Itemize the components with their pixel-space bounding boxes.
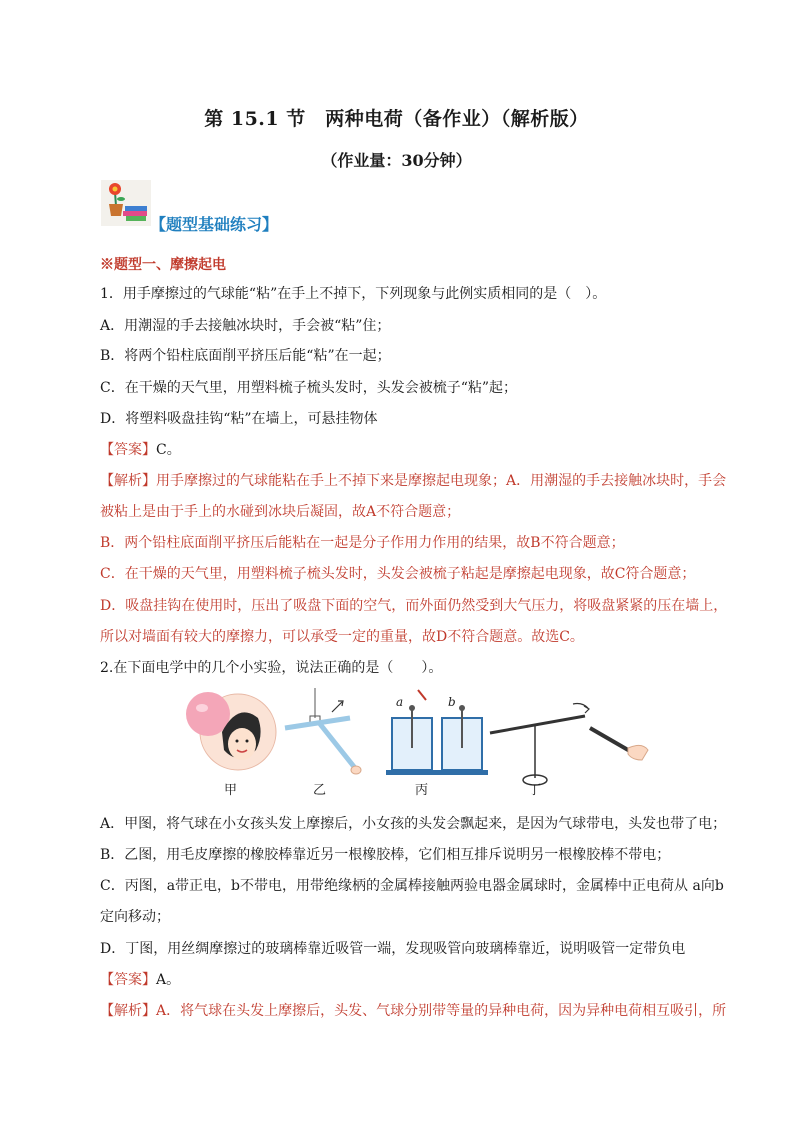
q1-analysis-line-6: 所以对墙面有较大的摩擦力，可以承受一定的重量，故D不符合题意。故选C。 (100, 629, 584, 645)
q1-analysis-label: 【解析】 (100, 473, 156, 489)
figure-mark-b: b (448, 695, 456, 709)
figure-ding-straw-stand-icon (490, 704, 648, 786)
q1-option-d: D．将塑料吸盘挂钩“粘”在墙上，可悬挂物体 (100, 411, 378, 427)
q1-stem: 1．用手摩擦过的气球能“粘”在手上不掉下，下列现象与此例实质相同的是（ ）。 (100, 286, 607, 302)
q1-answer (100, 440, 725, 460)
q2-answer (100, 970, 725, 990)
q1-option-b: B．将两个铅柱底面削平挤压后能“粘”在一起； (100, 348, 391, 364)
q1-analysis-line-1: 【解析】用手摩擦过的气球能粘在手上不掉下来是摩擦起电现象；A．用潮湿的手去接触冰块时，手会 (100, 473, 727, 489)
page-subtitle: （作业量：30分钟） (321, 151, 472, 170)
q2-answer-value: A。 (156, 972, 181, 988)
q1-option-c: C．在干燥的天气里，用塑料梳子梳头发时，头发会被梳子“粘”起； (100, 380, 518, 396)
q1-analysis-line-4: C．在干燥的天气里，用塑料梳子梳头发时，头发会被梳子粘起是摩擦起电现象，故C符合题意； (100, 566, 696, 582)
q1-option-a: A．用潮湿的手去接触冰块时，手会被“粘”住； (100, 318, 391, 334)
figure-label-ding: 丁 (528, 783, 542, 798)
q2-option-a: A．甲图，将气球在小女孩头发上摩擦后，小女孩的头发会飘起来，是因为气球带电，头发也带了电； (100, 816, 727, 832)
q1-answer-label: 【答案】 (100, 442, 156, 458)
q1-answer-value: C。 (156, 442, 181, 458)
topic-heading: ※题型一、摩擦起电 (100, 257, 226, 273)
figure-jia-girl-balloon-icon (186, 692, 276, 770)
figure-label-yi: 乙 (313, 783, 327, 798)
figure-label-bing: 丙 (415, 783, 429, 798)
q2-option-c: C．丙图，a带正电，b不带电，用带绝缘柄的金属棒接触两验电器金属球时，金属棒中正电荷从 a向b (100, 878, 724, 894)
figure-yi-rods-icon (285, 688, 361, 774)
q2-option-c-cont: 定向移动； (100, 909, 170, 925)
figure-mark-a: a (396, 695, 404, 709)
q1-analysis-line-5: D．吸盘挂钩在使用时，压出了吸盘下面的空气，而外面仍然受到大气压力，将吸盘紧紧的压在墙上， (100, 598, 728, 614)
q2-answer-label: 【答案】 (100, 972, 156, 988)
q1-analysis-line-2: 被粘上是由于手上的水碰到冰块后凝固，故A不符合题意； (100, 504, 461, 520)
q1-analysis-line-3: B．两个铅柱底面削平挤压后能粘在一起是分子作用力作用的结果，故B不符合题意； (100, 535, 625, 551)
section-heading: 【题型基础练习】 (150, 215, 279, 234)
figure-label-jia: 甲 (224, 783, 238, 798)
q2-option-d: D．丁图，用丝绸摩擦过的玻璃棒靠近吸管一端，发现吸管向玻璃棒靠近，说明吸管一定带负电 (100, 941, 686, 957)
q2-analysis-label: 【解析】 (100, 1003, 156, 1019)
page-title: 第 15.1 节 两种电荷（备作业）（解析版） (204, 108, 589, 130)
figure-bing-electroscopes-icon (386, 690, 488, 775)
q2-option-b: B．乙图，用毛皮摩擦的橡胶棒靠近另一根橡胶棒，它们相互排斥说明另一根橡胶棒不带电； (100, 847, 671, 863)
q2-analysis-line-1: 【解析】A．将气球在头发上摩擦后，头发、气球分别带等量的异种电荷，因为异种电荷相互吸引，所 (100, 1003, 727, 1019)
q2-stem: 2.在下面电学中的几个小实验，说法正确的是（ ）。 (100, 660, 443, 676)
flower-pot-books-icon (101, 180, 151, 226)
